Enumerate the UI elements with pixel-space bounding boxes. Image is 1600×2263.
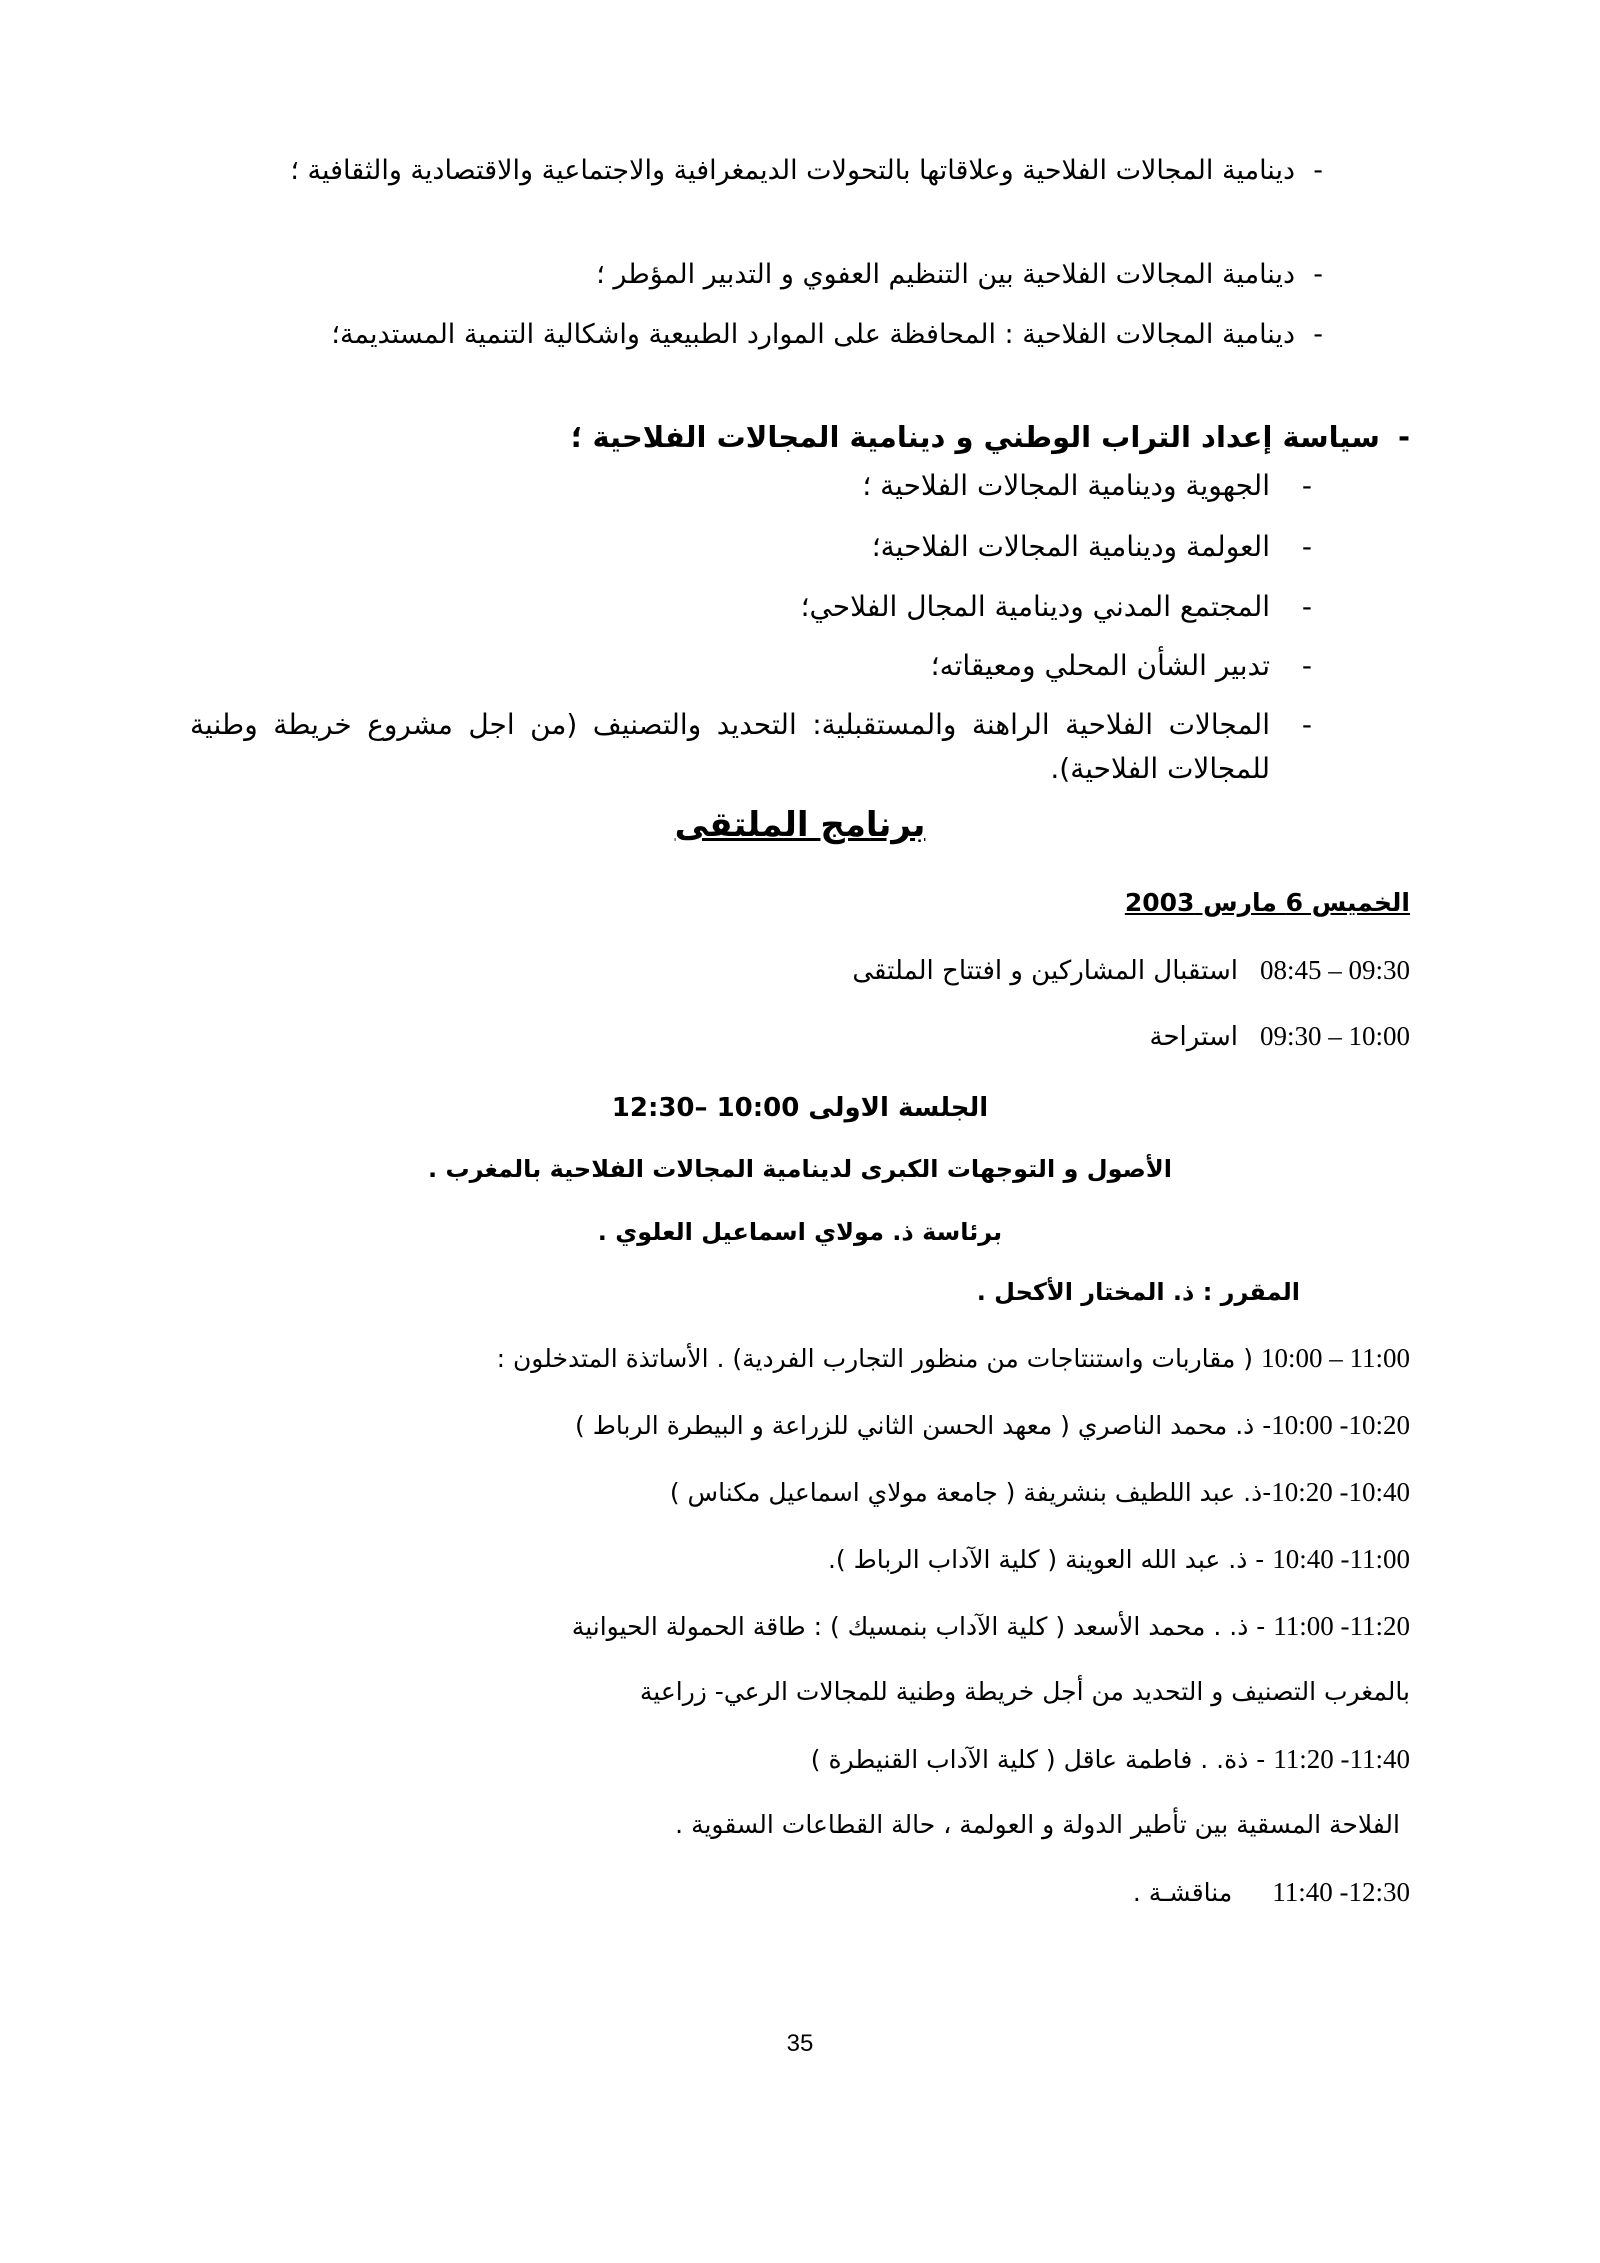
- talk-time: 10:40 -11:00: [1272, 1544, 1410, 1574]
- talk-time: 10:00 -10:20: [1271, 1410, 1410, 1440]
- talk-continuation: [675, 1810, 1400, 1839]
- talk-row: [1133, 1877, 1410, 1908]
- list-dash: -: [1313, 259, 1323, 290]
- section-item-3: [800, 586, 1312, 628]
- intro-item-text: دينامية المجالات الفلاحية بين التنظيم العفوي و التدبير المؤطر ؛: [596, 259, 1295, 290]
- section-item-5: [190, 703, 1312, 791]
- schedule-time: 09:30 – 10:00: [1259, 1021, 1410, 1051]
- schedule-row: [1150, 1021, 1410, 1052]
- session-title: الجلسة الاولى 10:00 –12:30: [611, 1093, 989, 1123]
- intro-item-text: دينامية المجالات الفلاحية وعلاقاتها بالتحولات الديمغرافية والاجتماعية والاقتصادية والثقافية ؛: [290, 155, 1295, 186]
- section-title: سياسة إعداد التراب الوطني و دينامية المجالات الفلاحية ؛: [570, 420, 1380, 454]
- intro-item-3: [175, 314, 1323, 356]
- talk-row: [811, 1744, 1410, 1775]
- list-dash: -: [1301, 708, 1312, 741]
- talk-text: ( مقاربات واستنتاجات من منظور التجارب الفردية) . الأساتذة المتدخلون :: [496, 1344, 1261, 1373]
- talk-row: [670, 1477, 1410, 1508]
- talk-text: الفلاحة المسقية بين تأطير الدولة و العولمة ، حالة القطاعات السقوية .: [675, 1810, 1400, 1839]
- section-item-text: تدبير الشأن المحلي ومعيقاته؛: [930, 649, 1270, 682]
- list-dash: -: [1313, 319, 1323, 350]
- list-dash: -: [1397, 420, 1410, 454]
- talk-time: 11:40 -12:30: [1272, 1877, 1410, 1907]
- intro-item-2: [175, 254, 1323, 296]
- talk-text: - ذ. محمد الناصري ( معهد الحسن الثاني للزراعة و البيطرة الرباط ): [575, 1411, 1272, 1440]
- talk-time: 10:20 -10:40: [1271, 1477, 1410, 1507]
- section-item-text: الجهوية ودينامية المجالات الفلاحية ؛: [862, 469, 1270, 502]
- talk-row: [497, 1343, 1410, 1374]
- talk-text: - ذ. عبد الله العوينة ( كلية الآداب الرباط ).: [827, 1545, 1273, 1574]
- talk-text: - ذة. . فاطمة عاقل ( كلية الآداب القنيطرة ): [810, 1745, 1274, 1774]
- talk-time: 10:00 – 11:00: [1260, 1343, 1410, 1373]
- intro-item-text: دينامية المجالات الفلاحية : المحافظة على الموارد الطبيعية واشكالية التنمية المستديمة؛: [331, 319, 1295, 350]
- schedule-activity: استراحة: [1149, 1022, 1238, 1052]
- schedule-time: 08:45 – 09:30: [1259, 955, 1410, 985]
- session-rapporteur: المقرر : ذ. المختار الأكحل .: [976, 1278, 1300, 1306]
- talk-row: [575, 1410, 1410, 1441]
- schedule-row: [852, 955, 1410, 986]
- talk-text: بالمغرب التصنيف و التحديد من أجل خريطة وطنية للمجالات الرعي- زراعية: [639, 1677, 1410, 1706]
- program-title: برنامج الملتقى: [674, 805, 926, 845]
- talk-continuation: [640, 1677, 1410, 1706]
- talk-time: 11:20 -11:40: [1273, 1744, 1410, 1774]
- section-item-text: المجالات الفلاحية الراهنة والمستقبلية: التحديد والتصنيف (من اجل مشروع خريطة وطنية للمجالات الفلاحية).: [190, 708, 1270, 785]
- list-dash: -: [1301, 590, 1312, 623]
- list-dash: -: [1301, 530, 1312, 563]
- page-number: 35: [786, 2030, 814, 2057]
- talk-text: -ذ. عبد اللطيف بنشريفة ( جامعة مولاي اسماعيل مكناس ): [669, 1478, 1272, 1507]
- section-heading: [571, 420, 1410, 454]
- section-item-4: [930, 645, 1312, 687]
- session-chair: برئاسة ذ. مولاي اسماعيل العلوي .: [597, 1218, 1003, 1246]
- talk-text: - ذ. . محمد الأسعد ( كلية الآداب بنمسيك ) : طاقة الحمولة الحيوانية: [571, 1612, 1274, 1641]
- section-item-1: [862, 465, 1312, 507]
- list-dash: -: [1301, 469, 1312, 502]
- talk-time: 11:00 -11:20: [1273, 1611, 1410, 1641]
- section-item-2: [871, 526, 1312, 568]
- section-item-text: المجتمع المدني ودينامية المجال الفلاحي؛: [800, 590, 1270, 623]
- talk-row: [572, 1611, 1410, 1642]
- talk-text: مناقشـة .: [1132, 1878, 1233, 1907]
- schedule-activity: استقبال المشاركين و افتتاح الملتقى: [852, 956, 1238, 986]
- program-date: الخميس 6 مارس 2003: [1124, 888, 1410, 917]
- talk-row: [828, 1544, 1410, 1575]
- list-dash: -: [1313, 155, 1323, 186]
- intro-item-1: [175, 150, 1323, 192]
- section-item-text: العولمة ودينامية المجالات الفلاحية؛: [871, 530, 1270, 563]
- list-dash: -: [1301, 649, 1312, 682]
- session-theme: الأصول و التوجهات الكبرى لدينامية المجالات الفلاحية بالمغرب .: [428, 1155, 1172, 1183]
